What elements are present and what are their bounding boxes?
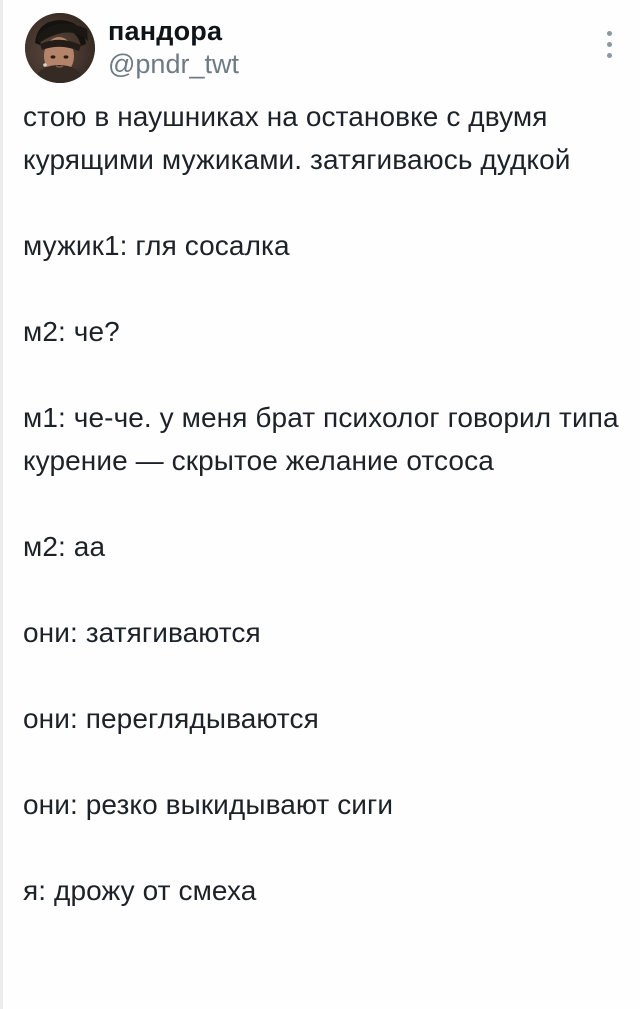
kebab-menu-icon: [607, 31, 612, 36]
tweet-paragraph: они: затягиваются: [23, 617, 261, 648]
tweet-paragraph: м1: че-че. у меня брат психолог говорил типа курение — скрытое желание отсоса: [23, 402, 619, 476]
tweet-header: [3, 0, 640, 95]
user-handle: @pndr_twt: [108, 49, 239, 79]
tweet-paragraph: я: дрожу от смеха: [23, 875, 257, 906]
tweet-paragraph: они: резко выкидывают сиги: [23, 789, 394, 820]
tweet-paragraph: м2: аа: [23, 531, 106, 562]
tweet-paragraph: стою в наушниках на остановке с двумя курящими мужиками. затягиваюсь дудкой: [23, 101, 571, 175]
kebab-menu-icon: [607, 53, 612, 58]
tweet-paragraph: они: переглядываются: [23, 703, 319, 734]
user-names: [108, 15, 239, 81]
more-options-button[interactable]: [592, 24, 626, 64]
tweet-paragraph: м2: че?: [23, 316, 120, 347]
tweet-paragraph: мужик1: гля сосалка: [23, 230, 290, 261]
display-name[interactable]: пандора: [108, 16, 223, 46]
kebab-menu-icon: [607, 42, 612, 47]
avatar[interactable]: [25, 13, 95, 83]
profile-photo-icon: [25, 13, 95, 83]
tweet-text: [3, 95, 640, 912]
